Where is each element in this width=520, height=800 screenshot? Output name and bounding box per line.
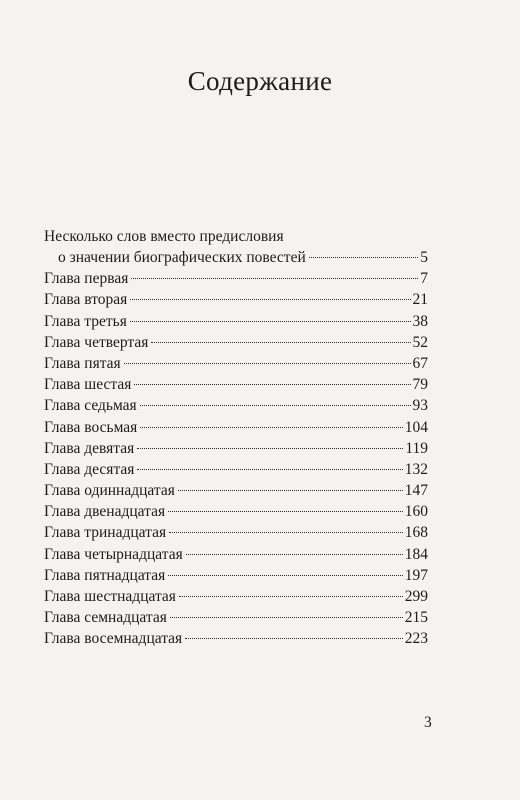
toc-entry	[44, 480, 428, 501]
toc-entry	[44, 565, 428, 586]
toc-entry-page: 7	[420, 270, 428, 288]
dot-leader	[168, 511, 403, 512]
toc-entry-page: 119	[405, 439, 428, 457]
toc-entry-label: Глава шестнадцатая	[44, 588, 176, 605]
toc-entry-label: Глава девятая	[44, 439, 135, 457]
toc-entry-label: Глава четвертая	[44, 333, 149, 351]
toc-entry-page: 184	[404, 545, 428, 563]
toc-entry-page: 21	[412, 291, 428, 309]
toc-entry-page: 52	[412, 333, 428, 351]
dot-leader	[151, 342, 410, 343]
page-number: 3	[424, 714, 432, 731]
toc-entry	[44, 395, 428, 416]
dot-leader	[137, 469, 402, 470]
toc-entry-label: Глава пятнадцатая	[44, 566, 166, 584]
toc-entry	[44, 628, 428, 649]
dot-leader	[186, 554, 403, 555]
toc-entry-page: 299	[404, 588, 428, 605]
dot-leader	[140, 405, 411, 406]
dot-leader	[134, 384, 410, 385]
toc-entry-page: 132	[404, 460, 428, 478]
toc-entry	[44, 247, 428, 268]
toc-entry-label: Глава одиннадцатая	[44, 482, 175, 500]
toc-entry-label: Глава пятая	[44, 354, 121, 372]
toc-entry	[44, 268, 428, 289]
toc-entry-label: Глава первая	[44, 270, 129, 288]
toc-entry-page: 67	[412, 354, 428, 372]
toc-intro-heading: Несколько слов вместо предисловия	[44, 228, 284, 245]
toc-entry	[44, 522, 428, 543]
toc-entry-page: 5	[420, 249, 428, 266]
toc-entry-label: Глава третья	[44, 312, 127, 330]
toc-entry-label: Глава восьмая	[44, 418, 138, 436]
toc-entry	[44, 501, 428, 522]
toc-entry-page: 93	[412, 397, 428, 415]
toc-entry	[44, 289, 428, 310]
toc-entry	[44, 374, 428, 395]
toc-entry	[44, 459, 428, 480]
toc-entry-page: 197	[404, 566, 428, 584]
toc-entry	[44, 353, 428, 374]
toc-entry-label: Глава тринадцатая	[44, 524, 167, 542]
dot-leader	[168, 575, 402, 576]
toc-entry-page: 79	[412, 376, 428, 394]
dot-leader	[140, 427, 402, 428]
toc-entry	[44, 544, 428, 565]
dot-leader	[185, 638, 403, 639]
toc-entry-label: Глава седьмая	[44, 397, 137, 415]
toc-entry	[44, 332, 428, 353]
toc-entry-label: Глава семнадцатая	[44, 609, 167, 627]
dot-leader	[124, 363, 411, 364]
dot-leader	[137, 448, 403, 449]
toc-entry-page: 215	[404, 609, 428, 627]
toc-entry-label: Глава десятая	[44, 460, 135, 478]
toc-entry-label: Глава вторая	[44, 291, 128, 309]
toc-entry-page: 38	[412, 312, 428, 330]
toc-entry-label: о значении биографических повестей	[58, 249, 306, 266]
toc-entry	[44, 607, 428, 628]
dot-leader	[131, 278, 418, 279]
table-of-contents	[44, 226, 428, 650]
dot-leader	[169, 532, 403, 533]
toc-entry-label: Глава восемнадцатая	[44, 630, 183, 648]
toc-entry	[44, 311, 428, 332]
toc-entry-page: 104	[404, 418, 428, 436]
toc-entry-label: Глава четырнадцатая	[44, 545, 183, 563]
dot-leader	[170, 617, 403, 618]
toc-entry-label: Глава двенадцатая	[44, 503, 166, 521]
toc-entry-page: 160	[404, 503, 428, 521]
toc-entry	[44, 417, 428, 438]
toc-entry-page: 147	[404, 482, 428, 500]
page-title: Содержание	[187, 66, 333, 96]
toc-entry-label: Глава шестая	[44, 376, 132, 394]
toc-entry-page: 168	[404, 524, 428, 542]
toc-entry-page: 223	[404, 630, 428, 648]
toc-entry	[44, 438, 428, 459]
dot-leader	[309, 257, 418, 258]
dot-leader	[178, 490, 403, 491]
dot-leader	[130, 299, 410, 300]
dot-leader	[179, 596, 403, 597]
dot-leader	[130, 321, 411, 322]
toc-entry	[44, 586, 428, 607]
